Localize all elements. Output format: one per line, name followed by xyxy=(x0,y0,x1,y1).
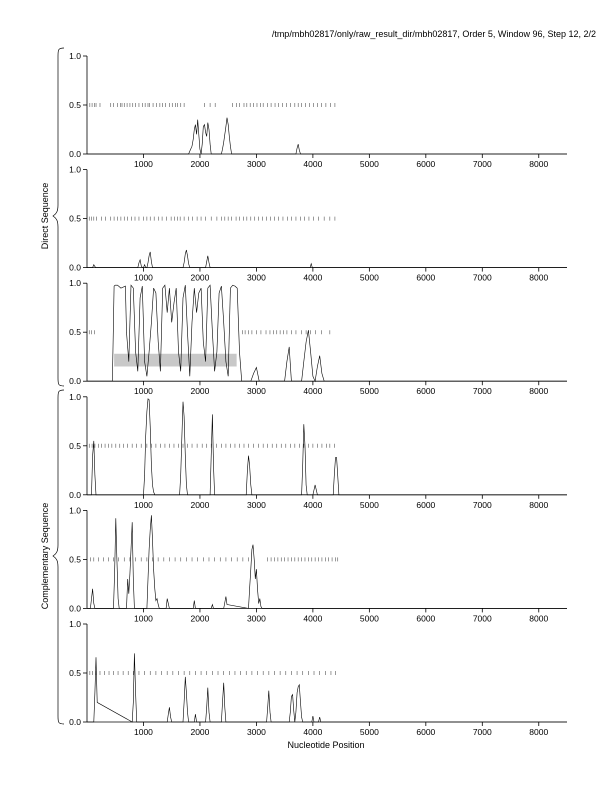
x-axis-label: Nucleotide Position xyxy=(287,740,365,750)
y-tick-label: 0.0 xyxy=(69,603,81,614)
complementary-sequence-label: Complementary Sequence xyxy=(40,502,50,610)
x-tick-label: 3000 xyxy=(246,159,266,169)
x-tick-label: 7000 xyxy=(472,386,492,397)
highlight-region xyxy=(114,354,237,367)
x-tick-label: 5000 xyxy=(359,159,379,169)
x-tick-label: 4000 xyxy=(303,159,323,169)
x-tick-label: 2000 xyxy=(190,272,210,283)
y-tick-label: 1.0 xyxy=(69,391,81,402)
panel-5 xyxy=(69,505,567,623)
y-tick-label: 0.5 xyxy=(69,554,81,565)
x-tick-label: 4000 xyxy=(303,613,323,624)
x-tick-label: 7000 xyxy=(472,272,492,283)
x-tick-label: 1000 xyxy=(134,272,153,283)
x-tick-label: 5000 xyxy=(359,499,379,510)
y-tick-label: 1.0 xyxy=(69,619,81,629)
y-tick-label: 0.5 xyxy=(69,213,81,224)
x-tick-label: 2000 xyxy=(190,727,210,737)
x-tick-label: 1000 xyxy=(134,386,153,397)
x-tick-label: 8000 xyxy=(529,499,549,510)
x-tick-label: 4000 xyxy=(303,386,323,397)
x-tick-label: 4000 xyxy=(303,727,323,737)
x-tick-label: 5000 xyxy=(359,613,379,624)
x-tick-label: 2000 xyxy=(190,386,210,397)
x-tick-label: 5000 xyxy=(359,386,379,397)
x-tick-label: 5000 xyxy=(359,727,379,737)
x-tick-label: 8000 xyxy=(529,727,549,737)
x-tick-label: 2000 xyxy=(190,613,210,624)
y-tick-label: 0.5 xyxy=(69,327,81,338)
y-tick-label: 0.0 xyxy=(69,376,81,387)
x-tick-label: 7000 xyxy=(472,159,492,169)
series-line xyxy=(87,285,567,381)
panel-1 xyxy=(69,51,567,169)
x-tick-label: 3000 xyxy=(246,272,266,283)
x-tick-label: 2000 xyxy=(190,159,210,169)
x-tick-label: 5000 xyxy=(359,272,379,283)
panels xyxy=(69,51,567,737)
series-line xyxy=(87,399,567,495)
x-tick-label: 3000 xyxy=(246,499,266,510)
y-tick-label: 0.0 xyxy=(69,262,81,273)
y-tick-label: 1.0 xyxy=(69,51,81,61)
series-line xyxy=(87,515,567,608)
y-tick-label: 1.0 xyxy=(69,164,81,175)
x-tick-label: 8000 xyxy=(529,159,549,169)
x-tick-label: 4000 xyxy=(303,272,323,283)
panel-6 xyxy=(69,619,567,737)
x-tick-label: 7000 xyxy=(472,499,492,510)
x-tick-label: 2000 xyxy=(190,499,210,510)
x-tick-label: 6000 xyxy=(416,386,436,397)
x-tick-label: 8000 xyxy=(529,613,549,624)
figure-title: /tmp/mbh02817/only/raw_result_dir/mbh02817, Order 5, Window 96, Step 12, 2/2 xyxy=(271,29,596,39)
y-tick-label: 1.0 xyxy=(69,278,81,289)
y-tick-label: 0.5 xyxy=(69,668,81,678)
series-line xyxy=(87,250,567,268)
x-tick-label: 6000 xyxy=(416,499,436,510)
y-tick-label: 0.0 xyxy=(69,717,81,727)
x-tick-label: 6000 xyxy=(416,159,436,169)
series-line xyxy=(87,118,567,154)
y-tick-label: 0.5 xyxy=(69,100,81,110)
x-tick-label: 7000 xyxy=(472,727,492,737)
direct-sequence-label: Direct Sequence xyxy=(40,182,50,250)
y-tick-label: 0.5 xyxy=(69,440,81,451)
x-tick-label: 6000 xyxy=(416,272,436,283)
x-tick-label: 1000 xyxy=(134,727,153,737)
panel-3 xyxy=(69,278,567,396)
series-line xyxy=(87,653,567,722)
x-tick-label: 6000 xyxy=(416,613,436,624)
x-tick-label: 4000 xyxy=(303,499,323,510)
y-tick-label: 0.0 xyxy=(69,149,81,159)
panel-2 xyxy=(69,165,567,283)
x-tick-label: 8000 xyxy=(529,386,549,397)
x-tick-label: 1000 xyxy=(134,613,153,624)
x-tick-label: 3000 xyxy=(246,613,266,624)
y-tick-label: 1.0 xyxy=(69,505,81,516)
x-tick-label: 1000 xyxy=(134,499,153,510)
x-tick-label: 8000 xyxy=(529,272,549,283)
x-tick-label: 3000 xyxy=(246,386,266,397)
direct-sequence-brace xyxy=(53,48,64,386)
complementary-sequence-brace xyxy=(53,390,64,724)
x-tick-label: 7000 xyxy=(472,613,492,624)
x-tick-label: 3000 xyxy=(246,727,266,737)
x-tick-label: 1000 xyxy=(134,159,153,169)
y-tick-label: 0.0 xyxy=(69,489,81,500)
x-tick-label: 6000 xyxy=(416,727,436,737)
panel-4 xyxy=(69,392,567,510)
